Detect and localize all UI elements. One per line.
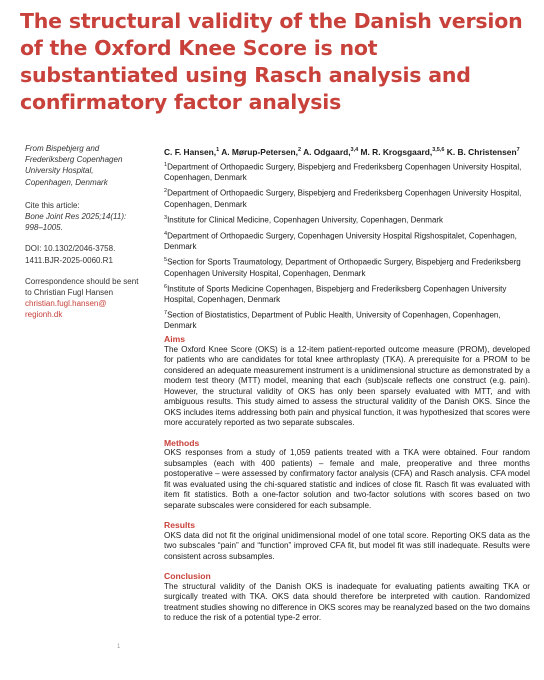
author: A. Mørup-Petersen,$^2$	[219, 146, 302, 157]
affiliation: $^2$Department of Orthopaedic Surgery, Bispebjerg and Frederiksberg Copenhagen University Hospital, Copenhagen, Denmark	[164, 188, 522, 209]
affiliation: $^5$Section for Sports Traumatology, Department of Orthopaedic Surgery, Bispebjerg and Frederiksberg Copenhagen University Hospital, Copenhagen, Denmark	[164, 257, 521, 278]
affiliation: $^3$Institute for Clinical Medicine, Copenhagen University, Copenhagen, Denmark	[164, 214, 444, 225]
author: K. B. Christensen$^7$	[444, 146, 520, 157]
article-title: The structural validity of the Danish version of the Oxford Knee Score is not substantiated using Rasch analysis and confirmatory factor analysis	[20, 9, 523, 114]
conclusion-heading: Conclusion	[164, 571, 211, 581]
results-heading: Results	[164, 520, 196, 530]
cite-label: Cite this article:	[25, 200, 80, 210]
methods-text: OKS responses from a study of 1,059 patients treated with a TKA were obtained. Four random subsamples (each with 400 patients) – female and male, preoperative and three months postoperative – were assessed by confirmatory factor analysis (CFA) and Rasch analysis. CFA model fit was evaluated using the chi-squared statistic and indices of close fit. Rasch fit was evaluated with item fit statistics. Both a one-factor solution and two-factor solutions with scores based on two separate subscales were considered for each subsample.	[164, 448, 530, 510]
doi: DOI: 10.1302/2046-3758. 1411.BJR-2025-0060.R1	[25, 244, 116, 265]
affiliation: $^4$Department of Orthopaedic Surgery, Copenhagen University Hospital Rigshospitalet, Copenhagen, Denmark	[164, 231, 517, 252]
conclusion-text: The structural validity of the Danish OKS is inadequate for evaluating patients awaiting TKA or surgically treated with TKA. OKS data should therefore be interpreted with caution. Randomized treatment studies showing no difference in OKS scores may be reanalyzed based on the two domains to reduce the risk of a potential type-2 error.	[164, 581, 530, 622]
correspondence-email[interactable]: christian.fugl.hansen@ regionh.dk	[25, 299, 107, 320]
author-list	[164, 145, 534, 158]
affiliation: $^1$Department of Orthopaedic Surgery, Bispebjerg and Frederiksberg Copenhagen University Hospital, Copenhagen, Denmark	[164, 162, 522, 183]
author: C. F. Hansen,$^1$	[164, 146, 220, 157]
aims-text: The Oxford Knee Score (OKS) is a 12-item patient-reported outcome measure (PROM), developed for patients who are candidates for total knee arthroplasty (TKA). A prerequisite for a PROM to be considered an adequate measurement instrument is a unidimensional structure as demonstrated by a modern test theory (MTT) model, meaning that each (sub)scale reflects one construct (e.g. pain). However, the structural validity of OKS has only been sparsely evaluated with MTT, and with ambiguous results. This study aimed to assess the structural validity of the Danish OKS. Since the OKS includes items addressing both pain and physical function, it was hypothesized that scores were more accurately reported as two separate subscales.	[164, 344, 530, 427]
citation: Bone Joint Res 2025;14(11): 998–1005.	[25, 212, 127, 233]
author: A. Odgaard,$^{3,4}$	[301, 146, 359, 157]
author: M. R. Krogsgaard,$^{3,5,6}$	[358, 146, 445, 157]
page-marker: 1	[117, 644, 121, 650]
affiliation: $^6$Institute of Sports Medicine Copenhagen, Bispebjerg and Frederiksberg Copenhagen University Hospital, Copenhagen, Denmark	[164, 283, 507, 304]
results-text: OKS data did not fit the original unidimensional model of one total score. Reporting OKS data as the two subscales “pain” and “function” improved CFA fit, but model fit was still inadequate. Results were consistent across subsamples.	[164, 530, 530, 561]
methods-heading: Methods	[164, 437, 200, 448]
affiliation: $^7$Section of Biostatistics, Department of Public Health, University of Copenhagen, Copenhagen, Denmark	[164, 310, 501, 331]
institution-note: From Bispebjerg and Frederiksberg Copenhagen University Hospital, Copenhagen, Denmark	[25, 144, 123, 187]
article-sidebar	[25, 143, 143, 321]
affiliation-list	[164, 160, 534, 335]
aims-heading: Aims	[164, 334, 186, 344]
abstract	[164, 334, 530, 633]
correspondence-note: Correspondence should be sent to Christian Fugl Hansen	[25, 276, 139, 298]
